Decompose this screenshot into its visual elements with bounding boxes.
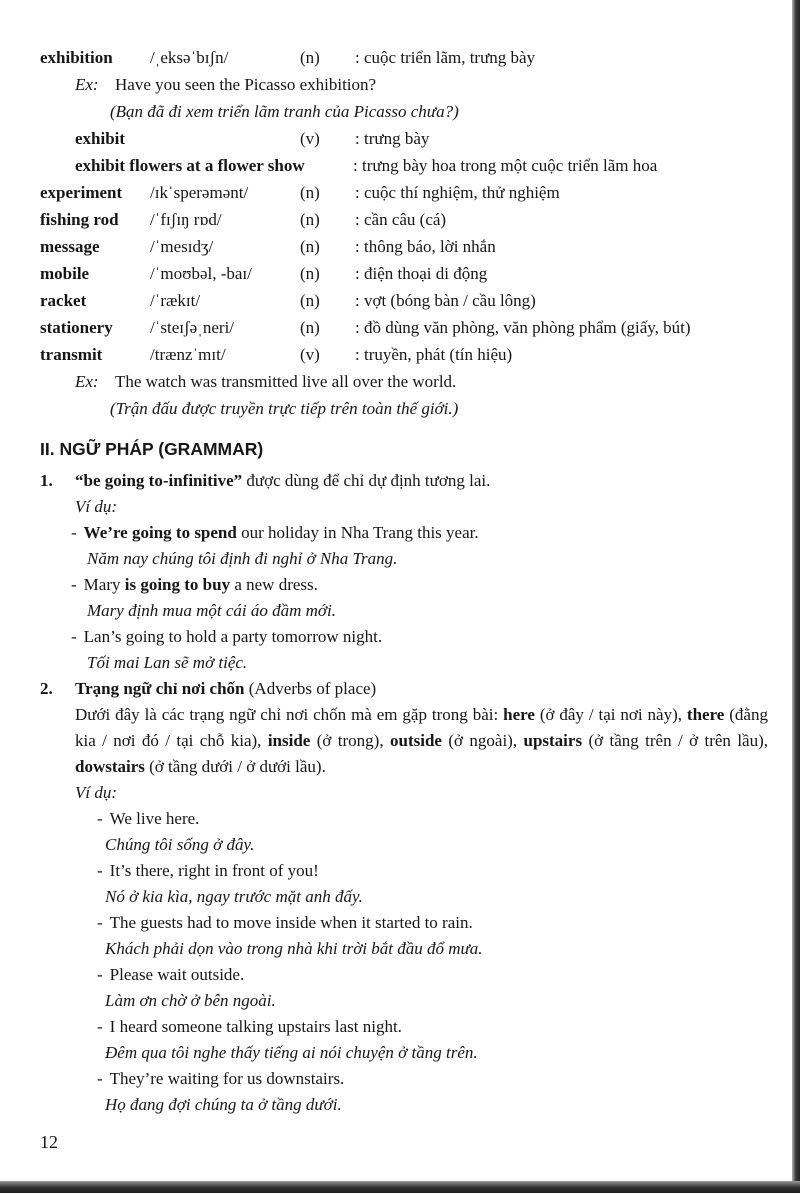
vocab-ipa: /ˈsteɪʃəˌneri/	[150, 318, 235, 337]
vocab-phrase: exhibit flowers at a flower show	[75, 156, 305, 175]
vocab-ipa: /ˈmesɪdʒ/	[150, 237, 214, 256]
vocab-pos: (n)	[300, 210, 320, 229]
grammar-example	[97, 858, 770, 884]
example-sentence: It’s there, right in front of you!	[109, 861, 319, 880]
example-sentence: Mary is going to buy a new dress.	[83, 575, 318, 594]
vocab-example-line	[40, 368, 770, 395]
grammar-item-body	[71, 468, 770, 676]
example-translation: Đêm qua tôi nghe thấy tiếng ai nói chuyện ở tầng trên.	[105, 1043, 478, 1062]
example-sentence: The guests had to move inside when it started to rain.	[109, 913, 473, 932]
vocab-pos: (n)	[300, 237, 320, 256]
example-label: Ex:	[75, 372, 99, 391]
vocab-word: experiment	[40, 183, 123, 202]
dash: -	[97, 965, 103, 984]
grammar-example	[97, 806, 770, 832]
dash: -	[71, 627, 77, 646]
dash: -	[97, 1069, 103, 1088]
vocab-ipa: /ˈfɪʃɪŋ rɒd/	[150, 210, 222, 229]
vocab-meaning: : thông báo, lời nhắn	[355, 237, 496, 256]
dash: -	[97, 1017, 103, 1036]
vocab-row	[40, 233, 770, 260]
example-translation: Chúng tôi sống ở đây.	[105, 835, 255, 854]
vocab-row	[40, 341, 770, 368]
example-translation: Năm nay chúng tôi định đi nghỉ ở Nha Trang.	[87, 549, 398, 568]
grammar-item-number: 2.	[40, 679, 53, 698]
scan-edge-right	[792, 0, 800, 1193]
example-list-label: Ví dụ:	[75, 783, 118, 802]
example-translation: Mary định mua một cái áo đầm mới.	[87, 601, 336, 620]
vocab-row	[40, 44, 770, 71]
vocab-word: mobile	[40, 264, 90, 283]
example-sentence: They’re waiting for us downstairs.	[109, 1069, 345, 1088]
dash: -	[71, 575, 77, 594]
vocab-pos: (v)	[300, 345, 320, 364]
grammar-item-1	[40, 468, 770, 676]
grammar-example	[97, 962, 770, 988]
grammar-example	[97, 910, 770, 936]
vocab-word: exhibit	[75, 129, 126, 148]
dash: -	[97, 809, 103, 828]
vocab-meaning: : cuộc thí nghiệm, thử nghiệm	[355, 183, 560, 202]
vocab-pos: (n)	[300, 183, 320, 202]
grammar-item-2	[40, 676, 770, 1118]
example-sentence: I heard someone talking upstairs last night.	[109, 1017, 402, 1036]
grammar-section-heading: II. NGỮ PHÁP (GRAMMAR)	[40, 439, 264, 459]
vocab-word: message	[40, 237, 100, 256]
example-translation: (Trận đấu được truyền trực tiếp trên toàn thế giới.)	[110, 399, 459, 418]
example-sentence: We’re going to spend our holiday in Nha Trang this year.	[83, 523, 479, 542]
vocab-word: stationery	[40, 318, 113, 337]
vocab-meaning: : truyền, phát (tín hiệu)	[355, 345, 513, 364]
vocab-row	[40, 260, 770, 287]
grammar-item-title: Trạng ngữ chỉ nơi chốn (Adverbs of place)	[75, 679, 377, 698]
vocab-meaning: : trưng bày hoa trong một cuộc triển lãm hoa	[353, 156, 658, 175]
example-sentence: We live here.	[109, 809, 200, 828]
vocab-word: fishing rod	[40, 210, 119, 229]
vocab-meaning: : cuộc triển lãm, trưng bày	[355, 48, 536, 67]
vocab-ipa: /ˌeksəˈbɪʃn/	[150, 48, 229, 67]
vocab-meaning: : điện thoại di động	[355, 264, 488, 283]
example-translation: (Bạn đã đi xem triển lãm tranh của Picasso chưa?)	[110, 102, 459, 121]
vocab-ipa: /ˈrækɪt/	[150, 291, 201, 310]
vocab-meaning: : vợt (bóng bàn / cầu lông)	[355, 291, 536, 310]
scan-edge-bottom	[0, 1181, 800, 1193]
grammar-example	[71, 520, 770, 546]
vocab-row	[40, 206, 770, 233]
vocab-ipa: /trænzˈmɪt/	[150, 345, 226, 364]
example-translation: Khách phải dọn vào trong nhà khi trời bắt đầu đổ mưa.	[105, 939, 483, 958]
grammar-example	[97, 1066, 770, 1092]
vocab-row	[75, 125, 770, 152]
page-number: 12	[40, 1132, 58, 1152]
vocab-example-line	[40, 71, 770, 98]
vocab-word: exhibition	[40, 48, 113, 67]
grammar-example	[97, 1014, 770, 1040]
example-sentence: Have you seen the Picasso exhibition?	[115, 75, 377, 94]
vocab-ipa: /ˈmoʊbəl, -baɪ/	[150, 264, 252, 283]
example-list-label: Ví dụ:	[75, 497, 118, 516]
dash: -	[71, 523, 77, 542]
vocab-meaning: : cần câu (cá)	[355, 210, 447, 229]
grammar-example	[71, 572, 770, 598]
vocab-pos: (n)	[300, 48, 320, 67]
vocabulary-section	[40, 44, 770, 422]
vocab-meaning: : đồ dùng văn phòng, văn phòng phẩm (giấy, bút)	[355, 318, 691, 337]
grammar-item-title: “be going to-infinitive” được dùng để chỉ dự định tương lai.	[75, 471, 491, 490]
example-label: Ex:	[75, 75, 99, 94]
grammar-item-number: 1.	[40, 471, 53, 490]
vocab-pos: (v)	[300, 129, 320, 148]
vocab-ipa: /ɪkˈsperəmənt/	[150, 183, 249, 202]
example-translation: Họ đang đợi chúng ta ở tầng dưới.	[105, 1095, 342, 1114]
example-translation: Làm ơn chờ ở bên ngoài.	[105, 991, 276, 1010]
vocab-row	[40, 179, 770, 206]
vocab-pos: (n)	[300, 318, 320, 337]
dash: -	[97, 861, 103, 880]
example-translation: Nó ở kia kìa, ngay trước mặt anh đấy.	[105, 887, 363, 906]
vocab-pos: (n)	[300, 291, 320, 310]
vocab-row	[40, 287, 770, 314]
dash: -	[97, 913, 103, 932]
grammar-intro-paragraph: Dưới đây là các trạng ngữ chỉ nơi chốn mà em gặp trong bài: here (ở đây / tại nơi này), there (đằng kia / nơi đó / tại chỗ kia), inside (ở trong), outside (ở ngoài), upstairs (ở tầng trên / ở trên lầu), dowstairs (ở tầng dưới / ở dưới lầu).	[75, 705, 768, 776]
vocab-pos: (n)	[300, 264, 320, 283]
grammar-item-body	[75, 676, 770, 1118]
vocab-word: racket	[40, 291, 87, 310]
example-translation: Tối mai Lan sẽ mở tiệc.	[87, 653, 248, 672]
vocab-meaning: : trưng bày	[355, 129, 430, 148]
example-sentence: Please wait outside.	[109, 965, 245, 984]
vocab-word: transmit	[40, 345, 103, 364]
example-sentence: The watch was transmitted live all over the world.	[115, 372, 457, 391]
vocab-row	[75, 152, 770, 179]
vocab-row	[40, 314, 770, 341]
example-sentence: Lan’s going to hold a party tomorrow night.	[83, 627, 383, 646]
grammar-example	[71, 624, 770, 650]
